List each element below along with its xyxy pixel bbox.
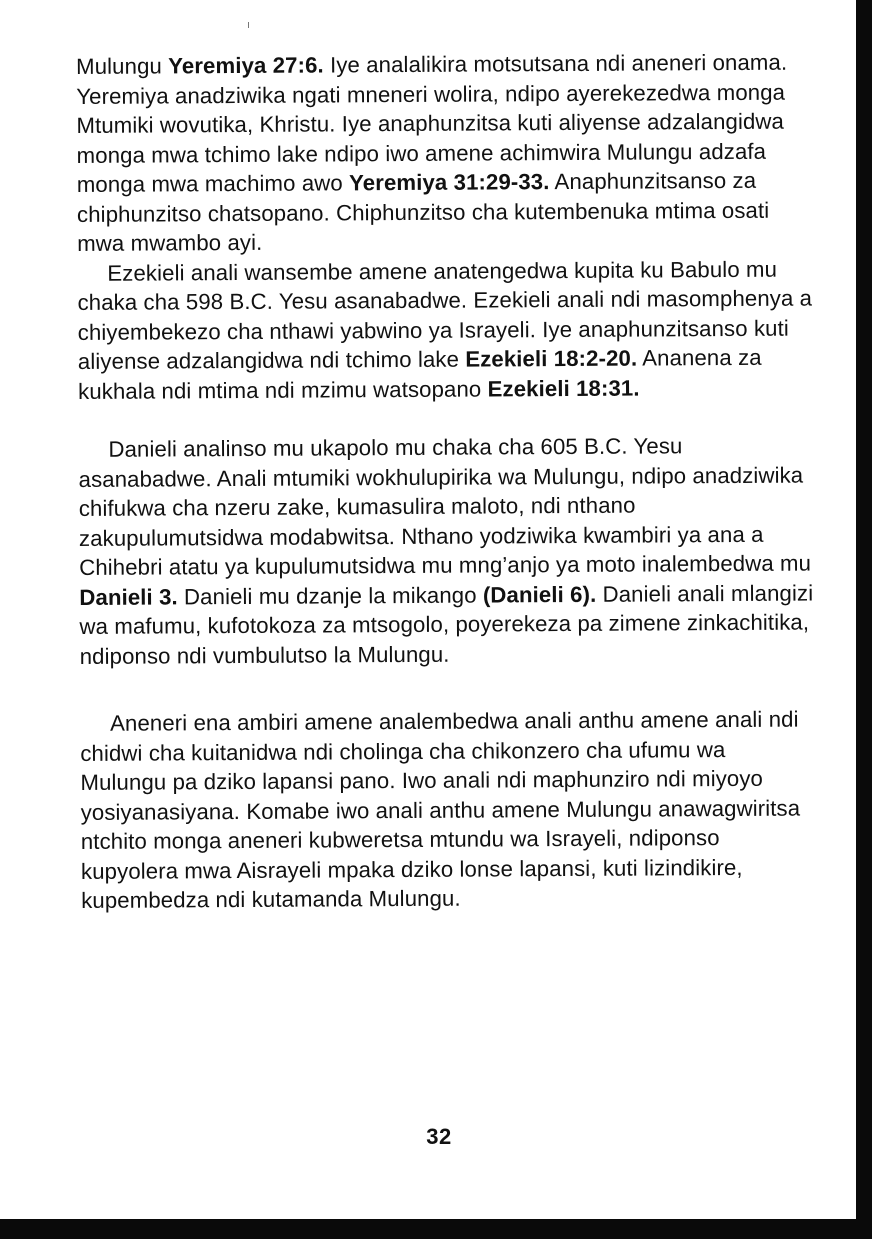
text-run: Danieli anali mlangizi wa mafumu, kufotokoza za mtsogolo, poyerekeza pa zimene zinkachitika, ndiponso ndi vumbulutso la Mulungu. xyxy=(79,580,814,669)
paragraph-yeremiya xyxy=(76,48,813,259)
scripture-reference: Yeremiya 31:29-33. xyxy=(348,169,550,196)
text-run: Anaphunzitsanso za chiphunzitso chatsopano. Chiphunzitso cha kutembenuka mtima osati mwa mwambo ayi. xyxy=(76,167,770,256)
scripture-reference: Yeremiya 27:6. xyxy=(168,52,324,79)
text-run: Mulungu xyxy=(76,53,169,79)
scripture-reference: Danieli 3. xyxy=(79,583,178,610)
text-run: Aneneri ena ambiri amene analembedwa anali anthu amene anali ndi chidwi cha kuitanidwa ndi cholinga cha chikonzero cha ufumu wa Mulungu pa dziko lapansi pano. Iwo anali ndi maphunziro ndi miyoyo yosiyanasiyana. Komabe iwo anali anthu amene Mulungu anawagwiritsa ntchito monga aneneri kubweretsa mtundu wa Israyeli, ndiponso kupyolera mwa Aisrayeli mpaka dziko lonse lapansi, kuti lizindikire, kupembedza ndi kutamanda Mulungu. xyxy=(80,706,801,913)
text-run: Iye analalikira motsutsana ndi aneneri onama. Yeremiya anadziwika ngati mneneri wolira, ndipo ayerekezedwa monga Mtumiki wovutika, Khristu. Iye anaphunzitsa kuti aliyense adzalangidwa monga mwa tchimo lake ndipo iwo amene achimwira Mulungu adzafa monga mwa machimo awo xyxy=(76,49,788,197)
text-run: Danieli mu dzanje la mikango xyxy=(177,582,483,609)
scan-mark xyxy=(248,22,249,28)
paragraph-aneneri-ena xyxy=(80,704,817,915)
text-run: Ananena za kukhala ndi mtima ndi mzimu watsopano xyxy=(77,344,762,404)
page-number: 32 xyxy=(426,1124,452,1149)
scan-border-right xyxy=(856,0,872,1239)
scripture-reference: Ezekieli 18:31. xyxy=(487,375,640,401)
text-run: Danieli analinso mu ukapolo mu chaka cha 605 B.C. Yesu asanabadwe. Anali mtumiki wokhulupirika wa Mulungu, ndipo anadziwika chifukwa cha nzeru zake, kumasulira maloto, ndi nthano zakupulumutsidwa modabwitsa. Nthano yodziwika kwambiri ya ana a Chihebri atatu ya kupulumutsidwa mu mng’anjo ya moto inalembedwa mu xyxy=(78,433,812,580)
paragraph-ezekieli xyxy=(77,254,814,406)
paragraph-danieli xyxy=(78,430,815,670)
scan-border-bottom xyxy=(0,1219,872,1239)
scripture-reference: Ezekieli 18:2-20. xyxy=(465,345,638,372)
scripture-reference: (Danieli 6). xyxy=(482,581,597,608)
page-body xyxy=(76,48,817,916)
text-run: Ezekieli anali wansembe amene anatengedwa kupita ku Babulo mu chaka cha 598 B.C. Yesu asanabadwe. Ezekieli anali ndi masomphenya a chiyembekezo cha nthawi yabwino ya Israyeli. Iye anaphunzitsanso kuti aliyense adzalangidwa ndi tchimo lake xyxy=(77,256,813,374)
